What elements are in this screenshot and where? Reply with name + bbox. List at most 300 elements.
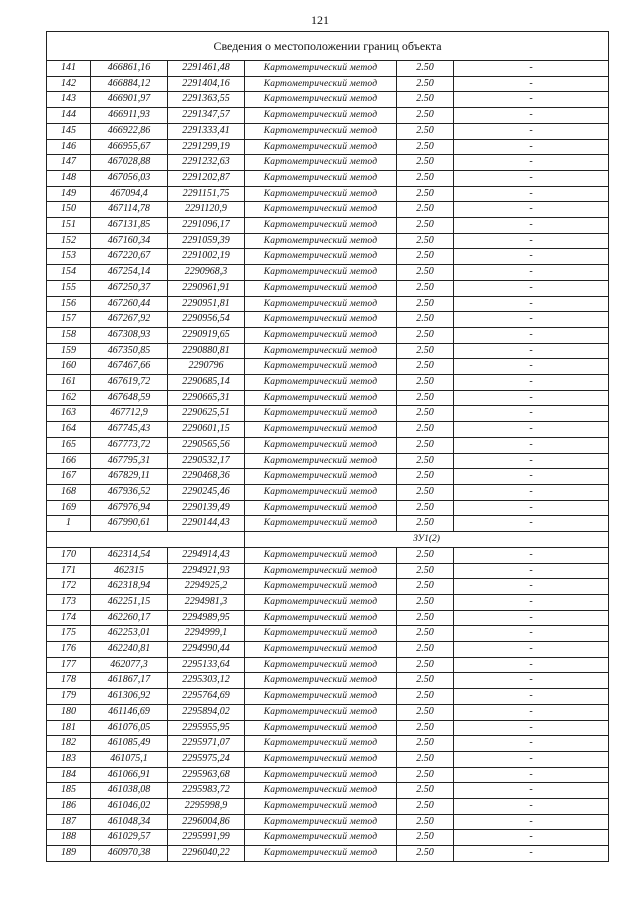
precision-cell: 2.50 bbox=[397, 453, 454, 469]
table-row bbox=[47, 265, 609, 281]
precision-cell: 2.50 bbox=[397, 76, 454, 92]
section-row bbox=[47, 532, 609, 548]
point-number-cell: 169 bbox=[47, 500, 91, 516]
description-cell: - bbox=[454, 830, 609, 846]
point-number-cell: 161 bbox=[47, 375, 91, 391]
method-cell: Картометрический метод bbox=[245, 61, 397, 77]
description-cell: - bbox=[454, 375, 609, 391]
description-cell: - bbox=[454, 814, 609, 830]
point-number-cell: 160 bbox=[47, 359, 91, 375]
description-cell: - bbox=[454, 673, 609, 689]
point-number-cell: 187 bbox=[47, 814, 91, 830]
description-cell: - bbox=[454, 594, 609, 610]
description-cell: - bbox=[454, 704, 609, 720]
boundary-table-body bbox=[47, 32, 609, 862]
precision-cell: 2.50 bbox=[397, 720, 454, 736]
method-cell: Картометрический метод bbox=[245, 390, 397, 406]
description-cell: - bbox=[454, 767, 609, 783]
point-number-cell: 177 bbox=[47, 657, 91, 673]
description-cell: - bbox=[454, 657, 609, 673]
y-coordinate-cell: 2291002,19 bbox=[168, 249, 245, 265]
method-cell: Картометрический метод bbox=[245, 642, 397, 658]
method-cell: Картометрический метод bbox=[245, 783, 397, 799]
x-coordinate-cell: 462251,15 bbox=[91, 594, 168, 610]
point-number-cell: 179 bbox=[47, 689, 91, 705]
x-coordinate-cell: 462318,94 bbox=[91, 579, 168, 595]
table-row bbox=[47, 830, 609, 846]
y-coordinate-cell: 2294981,3 bbox=[168, 594, 245, 610]
point-number-cell: 142 bbox=[47, 76, 91, 92]
description-cell: - bbox=[454, 327, 609, 343]
method-cell: Картометрический метод bbox=[245, 327, 397, 343]
method-cell: Картометрический метод bbox=[245, 406, 397, 422]
point-number-cell: 188 bbox=[47, 830, 91, 846]
table-row bbox=[47, 280, 609, 296]
table-row bbox=[47, 751, 609, 767]
method-cell: Картометрический метод bbox=[245, 720, 397, 736]
description-cell: - bbox=[454, 689, 609, 705]
y-coordinate-cell: 2291363,55 bbox=[168, 92, 245, 108]
table-row bbox=[47, 312, 609, 328]
point-number-cell: 158 bbox=[47, 327, 91, 343]
y-coordinate-cell: 2295971,07 bbox=[168, 736, 245, 752]
precision-cell: 2.50 bbox=[397, 799, 454, 815]
precision-cell: 2.50 bbox=[397, 390, 454, 406]
y-coordinate-cell: 2290951,81 bbox=[168, 296, 245, 312]
x-coordinate-cell: 461867,17 bbox=[91, 673, 168, 689]
y-coordinate-cell: 2294921,93 bbox=[168, 563, 245, 579]
y-coordinate-cell: 2294999,1 bbox=[168, 626, 245, 642]
point-number-cell: 174 bbox=[47, 610, 91, 626]
description-cell: - bbox=[454, 155, 609, 171]
description-cell: - bbox=[454, 516, 609, 532]
x-coordinate-cell: 466911,93 bbox=[91, 108, 168, 124]
y-coordinate-cell: 2295983,72 bbox=[168, 783, 245, 799]
description-cell: - bbox=[454, 469, 609, 485]
precision-cell: 2.50 bbox=[397, 139, 454, 155]
y-coordinate-cell: 2290601,15 bbox=[168, 422, 245, 438]
point-number-cell: 178 bbox=[47, 673, 91, 689]
y-coordinate-cell: 2290468,36 bbox=[168, 469, 245, 485]
precision-cell: 2.50 bbox=[397, 563, 454, 579]
point-number-cell: 180 bbox=[47, 704, 91, 720]
method-cell: Картометрический метод bbox=[245, 249, 397, 265]
method-cell: Картометрический метод bbox=[245, 767, 397, 783]
description-cell: - bbox=[454, 547, 609, 563]
method-cell: Картометрический метод bbox=[245, 657, 397, 673]
method-cell: Картометрический метод bbox=[245, 830, 397, 846]
method-cell: Картометрический метод bbox=[245, 469, 397, 485]
x-coordinate-cell: 462253,01 bbox=[91, 626, 168, 642]
y-coordinate-cell: 2291151,75 bbox=[168, 186, 245, 202]
precision-cell: 2.50 bbox=[397, 265, 454, 281]
precision-cell: 2.50 bbox=[397, 312, 454, 328]
table-row bbox=[47, 736, 609, 752]
description-cell: - bbox=[454, 579, 609, 595]
x-coordinate-cell: 467220,67 bbox=[91, 249, 168, 265]
x-coordinate-cell: 467028,88 bbox=[91, 155, 168, 171]
y-coordinate-cell: 2294989,95 bbox=[168, 610, 245, 626]
description-cell: - bbox=[454, 484, 609, 500]
precision-cell: 2.50 bbox=[397, 594, 454, 610]
table-row bbox=[47, 186, 609, 202]
description-cell: - bbox=[454, 249, 609, 265]
precision-cell: 2.50 bbox=[397, 375, 454, 391]
x-coordinate-cell: 466901,97 bbox=[91, 92, 168, 108]
description-cell: - bbox=[454, 437, 609, 453]
point-number-cell: 183 bbox=[47, 751, 91, 767]
precision-cell: 2.50 bbox=[397, 814, 454, 830]
table-row bbox=[47, 547, 609, 563]
description-cell: - bbox=[454, 123, 609, 139]
point-number-cell: 173 bbox=[47, 594, 91, 610]
x-coordinate-cell: 467094,4 bbox=[91, 186, 168, 202]
precision-cell: 2.50 bbox=[397, 218, 454, 234]
section-blank-cell bbox=[47, 532, 245, 548]
table-row bbox=[47, 123, 609, 139]
point-number-cell: 168 bbox=[47, 484, 91, 500]
table-row bbox=[47, 92, 609, 108]
x-coordinate-cell: 467976,94 bbox=[91, 500, 168, 516]
table-row bbox=[47, 783, 609, 799]
point-number-cell: 149 bbox=[47, 186, 91, 202]
table-row bbox=[47, 610, 609, 626]
y-coordinate-cell: 2295133,64 bbox=[168, 657, 245, 673]
y-coordinate-cell: 2290961,91 bbox=[168, 280, 245, 296]
table-row bbox=[47, 469, 609, 485]
description-cell: - bbox=[454, 312, 609, 328]
method-cell: Картометрический метод bbox=[245, 233, 397, 249]
y-coordinate-cell: 2290968,3 bbox=[168, 265, 245, 281]
x-coordinate-cell: 467254,14 bbox=[91, 265, 168, 281]
precision-cell: 2.50 bbox=[397, 186, 454, 202]
x-coordinate-cell: 467619,72 bbox=[91, 375, 168, 391]
y-coordinate-cell: 2295991,99 bbox=[168, 830, 245, 846]
description-cell: - bbox=[454, 736, 609, 752]
description-cell: - bbox=[454, 720, 609, 736]
table-row bbox=[47, 61, 609, 77]
method-cell: Картометрический метод bbox=[245, 108, 397, 124]
precision-cell: 2.50 bbox=[397, 579, 454, 595]
method-cell: Картометрический метод bbox=[245, 265, 397, 281]
precision-cell: 2.50 bbox=[397, 437, 454, 453]
y-coordinate-cell: 2290532,17 bbox=[168, 453, 245, 469]
precision-cell: 2.50 bbox=[397, 830, 454, 846]
method-cell: Картометрический метод bbox=[245, 484, 397, 500]
description-cell: - bbox=[454, 783, 609, 799]
precision-cell: 2.50 bbox=[397, 233, 454, 249]
point-number-cell: 147 bbox=[47, 155, 91, 171]
precision-cell: 2.50 bbox=[397, 170, 454, 186]
y-coordinate-cell: 2294914,43 bbox=[168, 547, 245, 563]
method-cell: Картометрический метод bbox=[245, 123, 397, 139]
point-number-cell: 159 bbox=[47, 343, 91, 359]
precision-cell: 2.50 bbox=[397, 500, 454, 516]
table-row bbox=[47, 657, 609, 673]
point-number-cell: 189 bbox=[47, 846, 91, 862]
y-coordinate-cell: 2296004,86 bbox=[168, 814, 245, 830]
description-cell: - bbox=[454, 626, 609, 642]
table-row bbox=[47, 642, 609, 658]
description-cell: - bbox=[454, 422, 609, 438]
precision-cell: 2.50 bbox=[397, 406, 454, 422]
y-coordinate-cell: 2291461,48 bbox=[168, 61, 245, 77]
precision-cell: 2.50 bbox=[397, 704, 454, 720]
x-coordinate-cell: 467114,78 bbox=[91, 202, 168, 218]
point-number-cell: 182 bbox=[47, 736, 91, 752]
precision-cell: 2.50 bbox=[397, 108, 454, 124]
y-coordinate-cell: 2290919,65 bbox=[168, 327, 245, 343]
x-coordinate-cell: 467795,31 bbox=[91, 453, 168, 469]
table-row bbox=[47, 626, 609, 642]
method-cell: Картометрический метод bbox=[245, 312, 397, 328]
description-cell: - bbox=[454, 76, 609, 92]
x-coordinate-cell: 462314,54 bbox=[91, 547, 168, 563]
x-coordinate-cell: 467829,11 bbox=[91, 469, 168, 485]
method-cell: Картометрический метод bbox=[245, 218, 397, 234]
x-coordinate-cell: 461085,49 bbox=[91, 736, 168, 752]
x-coordinate-cell: 467250,37 bbox=[91, 280, 168, 296]
x-coordinate-cell: 461075,1 bbox=[91, 751, 168, 767]
y-coordinate-cell: 2290796 bbox=[168, 359, 245, 375]
table-row bbox=[47, 202, 609, 218]
precision-cell: 2.50 bbox=[397, 783, 454, 799]
point-number-cell: 185 bbox=[47, 783, 91, 799]
point-number-cell: 163 bbox=[47, 406, 91, 422]
table-row bbox=[47, 170, 609, 186]
description-cell: - bbox=[454, 390, 609, 406]
description-cell: - bbox=[454, 170, 609, 186]
method-cell: Картометрический метод bbox=[245, 516, 397, 532]
table-row bbox=[47, 846, 609, 862]
method-cell: Картометрический метод bbox=[245, 579, 397, 595]
description-cell: - bbox=[454, 453, 609, 469]
x-coordinate-cell: 467990,61 bbox=[91, 516, 168, 532]
x-coordinate-cell: 460970,38 bbox=[91, 846, 168, 862]
precision-cell: 2.50 bbox=[397, 469, 454, 485]
description-cell: - bbox=[454, 846, 609, 862]
y-coordinate-cell: 2290880,81 bbox=[168, 343, 245, 359]
y-coordinate-cell: 2291202,87 bbox=[168, 170, 245, 186]
table-row bbox=[47, 704, 609, 720]
point-number-cell: 175 bbox=[47, 626, 91, 642]
precision-cell: 2.50 bbox=[397, 422, 454, 438]
point-number-cell: 151 bbox=[47, 218, 91, 234]
precision-cell: 2.50 bbox=[397, 155, 454, 171]
description-cell: - bbox=[454, 296, 609, 312]
method-cell: Картометрический метод bbox=[245, 139, 397, 155]
x-coordinate-cell: 467773,72 bbox=[91, 437, 168, 453]
y-coordinate-cell: 2295764,69 bbox=[168, 689, 245, 705]
y-coordinate-cell: 2295998,9 bbox=[168, 799, 245, 815]
y-coordinate-cell: 2290956,54 bbox=[168, 312, 245, 328]
method-cell: Картометрический метод bbox=[245, 736, 397, 752]
table-row bbox=[47, 218, 609, 234]
x-coordinate-cell: 461146,69 bbox=[91, 704, 168, 720]
y-coordinate-cell: 2295894,02 bbox=[168, 704, 245, 720]
precision-cell: 2.50 bbox=[397, 61, 454, 77]
method-cell: Картометрический метод bbox=[245, 375, 397, 391]
table-row bbox=[47, 673, 609, 689]
method-cell: Картометрический метод bbox=[245, 751, 397, 767]
x-coordinate-cell: 461046,02 bbox=[91, 799, 168, 815]
precision-cell: 2.50 bbox=[397, 767, 454, 783]
point-number-cell: 172 bbox=[47, 579, 91, 595]
description-cell: - bbox=[454, 642, 609, 658]
table-row bbox=[47, 390, 609, 406]
y-coordinate-cell: 2295975,24 bbox=[168, 751, 245, 767]
x-coordinate-cell: 467648,59 bbox=[91, 390, 168, 406]
point-number-cell: 156 bbox=[47, 296, 91, 312]
method-cell: Картометрический метод bbox=[245, 92, 397, 108]
table-row bbox=[47, 327, 609, 343]
x-coordinate-cell: 461038,08 bbox=[91, 783, 168, 799]
method-cell: Картометрический метод bbox=[245, 689, 397, 705]
description-cell: - bbox=[454, 799, 609, 815]
precision-cell: 2.50 bbox=[397, 673, 454, 689]
table-row bbox=[47, 375, 609, 391]
x-coordinate-cell: 461048,34 bbox=[91, 814, 168, 830]
point-number-cell: 155 bbox=[47, 280, 91, 296]
point-number-cell: 184 bbox=[47, 767, 91, 783]
x-coordinate-cell: 467131,85 bbox=[91, 218, 168, 234]
table-title-row bbox=[47, 32, 609, 61]
description-cell: - bbox=[454, 500, 609, 516]
point-number-cell: 143 bbox=[47, 92, 91, 108]
description-cell: - bbox=[454, 265, 609, 281]
y-coordinate-cell: 2290139,49 bbox=[168, 500, 245, 516]
table-row bbox=[47, 814, 609, 830]
x-coordinate-cell: 467056,03 bbox=[91, 170, 168, 186]
point-number-cell: 157 bbox=[47, 312, 91, 328]
x-coordinate-cell: 467712,9 bbox=[91, 406, 168, 422]
description-cell: - bbox=[454, 233, 609, 249]
precision-cell: 2.50 bbox=[397, 751, 454, 767]
description-cell: - bbox=[454, 280, 609, 296]
x-coordinate-cell: 466884,12 bbox=[91, 76, 168, 92]
table-row bbox=[47, 594, 609, 610]
method-cell: Картометрический метод bbox=[245, 704, 397, 720]
table-row bbox=[47, 343, 609, 359]
precision-cell: 2.50 bbox=[397, 689, 454, 705]
point-number-cell: 181 bbox=[47, 720, 91, 736]
table-row bbox=[47, 233, 609, 249]
precision-cell: 2.50 bbox=[397, 202, 454, 218]
method-cell: Картометрический метод bbox=[245, 202, 397, 218]
method-cell: Картометрический метод bbox=[245, 76, 397, 92]
method-cell: Картометрический метод bbox=[245, 610, 397, 626]
precision-cell: 2.50 bbox=[397, 547, 454, 563]
y-coordinate-cell: 2294990,44 bbox=[168, 642, 245, 658]
point-number-cell: 148 bbox=[47, 170, 91, 186]
table-row bbox=[47, 563, 609, 579]
x-coordinate-cell: 461306,92 bbox=[91, 689, 168, 705]
x-coordinate-cell: 467467,66 bbox=[91, 359, 168, 375]
table-row bbox=[47, 720, 609, 736]
method-cell: Картометрический метод bbox=[245, 626, 397, 642]
description-cell: - bbox=[454, 218, 609, 234]
x-coordinate-cell: 466922,86 bbox=[91, 123, 168, 139]
precision-cell: 2.50 bbox=[397, 92, 454, 108]
y-coordinate-cell: 2294925,2 bbox=[168, 579, 245, 595]
table-row bbox=[47, 249, 609, 265]
precision-cell: 2.50 bbox=[397, 123, 454, 139]
table-row bbox=[47, 799, 609, 815]
x-coordinate-cell: 467308,93 bbox=[91, 327, 168, 343]
y-coordinate-cell: 2290625,51 bbox=[168, 406, 245, 422]
table-row bbox=[47, 139, 609, 155]
y-coordinate-cell: 2290665,31 bbox=[168, 390, 245, 406]
precision-cell: 2.50 bbox=[397, 846, 454, 862]
point-number-cell: 1 bbox=[47, 516, 91, 532]
x-coordinate-cell: 467160,34 bbox=[91, 233, 168, 249]
method-cell: Картометрический метод bbox=[245, 500, 397, 516]
description-cell: - bbox=[454, 751, 609, 767]
y-coordinate-cell: 2291333,41 bbox=[168, 123, 245, 139]
y-coordinate-cell: 2290245,46 bbox=[168, 484, 245, 500]
precision-cell: 2.50 bbox=[397, 327, 454, 343]
y-coordinate-cell: 2295303,12 bbox=[168, 673, 245, 689]
point-number-cell: 176 bbox=[47, 642, 91, 658]
point-number-cell: 164 bbox=[47, 422, 91, 438]
point-number-cell: 166 bbox=[47, 453, 91, 469]
y-coordinate-cell: 2291096,17 bbox=[168, 218, 245, 234]
description-cell: - bbox=[454, 202, 609, 218]
table-row bbox=[47, 500, 609, 516]
method-cell: Картометрический метод bbox=[245, 422, 397, 438]
point-number-cell: 170 bbox=[47, 547, 91, 563]
y-coordinate-cell: 2295955,95 bbox=[168, 720, 245, 736]
precision-cell: 2.50 bbox=[397, 626, 454, 642]
point-number-cell: 145 bbox=[47, 123, 91, 139]
description-cell: - bbox=[454, 92, 609, 108]
method-cell: Картометрический метод bbox=[245, 296, 397, 312]
description-cell: - bbox=[454, 108, 609, 124]
x-coordinate-cell: 462077,3 bbox=[91, 657, 168, 673]
description-cell: - bbox=[454, 359, 609, 375]
y-coordinate-cell: 2291299,19 bbox=[168, 139, 245, 155]
method-cell: Картометрический метод bbox=[245, 186, 397, 202]
x-coordinate-cell: 461029,57 bbox=[91, 830, 168, 846]
description-cell: - bbox=[454, 139, 609, 155]
x-coordinate-cell: 467267,92 bbox=[91, 312, 168, 328]
precision-cell: 2.50 bbox=[397, 610, 454, 626]
point-number-cell: 165 bbox=[47, 437, 91, 453]
method-cell: Картометрический метод bbox=[245, 814, 397, 830]
table-row bbox=[47, 579, 609, 595]
description-cell: - bbox=[454, 563, 609, 579]
method-cell: Картометрический метод bbox=[245, 799, 397, 815]
precision-cell: 2.50 bbox=[397, 642, 454, 658]
method-cell: Картометрический метод bbox=[245, 547, 397, 563]
description-cell: - bbox=[454, 610, 609, 626]
method-cell: Картометрический метод bbox=[245, 155, 397, 171]
table-row bbox=[47, 76, 609, 92]
point-number-cell: 146 bbox=[47, 139, 91, 155]
section-label: ЗУ1(2) bbox=[245, 532, 609, 548]
point-number-cell: 186 bbox=[47, 799, 91, 815]
precision-cell: 2.50 bbox=[397, 343, 454, 359]
method-cell: Картометрический метод bbox=[245, 280, 397, 296]
method-cell: Картометрический метод bbox=[245, 846, 397, 862]
page-number: 121 bbox=[311, 13, 329, 27]
precision-cell: 2.50 bbox=[397, 657, 454, 673]
x-coordinate-cell: 461066,91 bbox=[91, 767, 168, 783]
method-cell: Картометрический метод bbox=[245, 594, 397, 610]
precision-cell: 2.50 bbox=[397, 249, 454, 265]
method-cell: Картометрический метод bbox=[245, 359, 397, 375]
description-cell: - bbox=[454, 343, 609, 359]
